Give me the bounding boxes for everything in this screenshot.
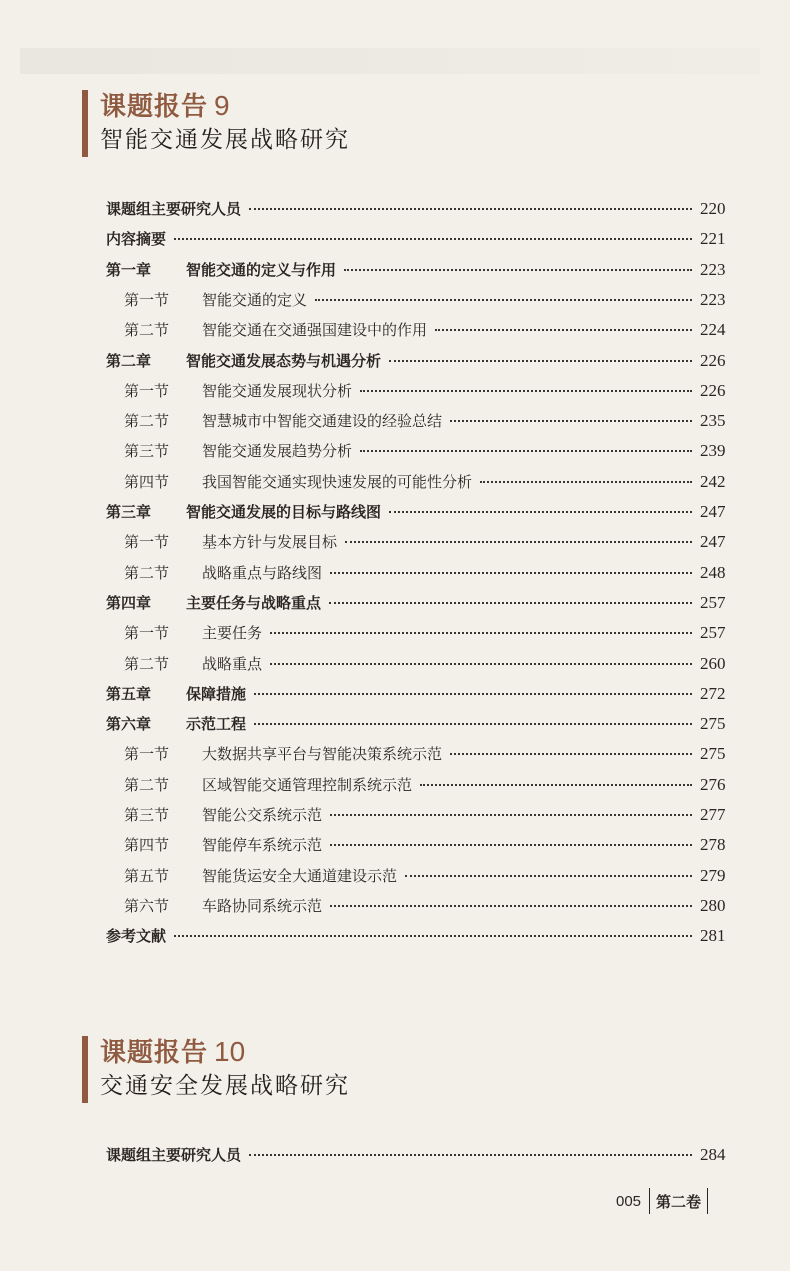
chapter-title: 参考文献 (106, 927, 167, 946)
section-title: 大数据共享平台与智能决策系统示范 (202, 745, 443, 764)
toc-entry[interactable] (0, 592, 790, 622)
chapter-title: 课题组主要研究人员 (106, 1146, 242, 1164)
report-9-label: 课题报告 (100, 92, 209, 122)
toc-entry-label (124, 743, 442, 764)
section-title: 智能货运安全大通道建设示范 (202, 866, 398, 885)
toc-page-number: 248 (700, 562, 726, 582)
toc-entry-label (124, 895, 322, 916)
dot-leader (450, 420, 692, 422)
report-9-title: 智能交通发展战略研究 (100, 127, 350, 153)
toc-entry[interactable] (0, 501, 790, 531)
toc-page-number: 260 (700, 653, 726, 673)
toc-entry-label (106, 501, 381, 522)
chapter-title: 示范工程 (186, 715, 247, 734)
chapter-title: 内容摘要 (106, 230, 167, 249)
toc-entry-label (124, 319, 427, 340)
section-number: 第三节 (124, 442, 170, 461)
chapter-number: 第五章 (106, 684, 152, 703)
toc-page-number: 247 (700, 532, 726, 552)
toc-entry-label (106, 259, 336, 280)
dot-leader (249, 208, 692, 210)
toc-page-number: 280 (700, 895, 726, 915)
toc-page-number: 278 (700, 835, 726, 855)
footer-divider (649, 1188, 650, 1214)
toc-entry[interactable] (0, 350, 790, 380)
dot-leader (480, 481, 692, 483)
chapter-title: 主要任务与战略重点 (186, 593, 322, 612)
dot-leader (174, 238, 692, 240)
toc-page-number: 284 (700, 1145, 726, 1164)
dot-leader (330, 572, 692, 574)
toc-entry-label (124, 440, 352, 461)
section-number: 第二节 (124, 321, 170, 340)
toc-entry[interactable] (0, 683, 790, 713)
section-number: 第二节 (124, 412, 170, 431)
toc-page-number: 277 (700, 805, 726, 824)
dot-leader (405, 875, 692, 877)
dot-leader (345, 541, 692, 543)
toc-entry[interactable] (0, 471, 790, 501)
dot-leader (254, 693, 692, 695)
dot-leader (420, 784, 692, 786)
toc-entry[interactable] (0, 319, 790, 349)
section-number: 第二节 (124, 775, 170, 794)
toc-page-number: 226 (700, 380, 726, 400)
toc-entry-label (106, 592, 321, 613)
bleed-through-band (20, 48, 760, 74)
toc-entry[interactable] (0, 228, 790, 258)
toc-entry-label (124, 834, 322, 855)
toc-entry-label (106, 1144, 241, 1165)
section-title: 战略重点与路线图 (202, 563, 323, 582)
section-title: 智能交通发展趋势分析 (202, 442, 353, 461)
toc-page-number: 276 (700, 774, 726, 794)
page-footer (616, 1186, 708, 1216)
toc-page-number: 235 (700, 411, 726, 431)
toc-page-number: 224 (700, 320, 726, 340)
toc-entry[interactable] (0, 622, 790, 652)
section-number: 第一节 (124, 624, 170, 643)
toc-entry[interactable] (0, 895, 790, 925)
toc-page-number: 221 (700, 229, 726, 249)
toc-page-number: 257 (700, 592, 726, 612)
toc-entry-label (124, 471, 472, 492)
toc-entry[interactable] (0, 834, 790, 864)
dot-leader (270, 632, 692, 634)
toc-entry[interactable] (0, 289, 790, 319)
section-title: 智能公交系统示范 (202, 806, 323, 824)
toc-entry-label (124, 380, 352, 401)
toc-page-number: 257 (700, 623, 726, 643)
chapter-number: 第二章 (106, 351, 152, 370)
dot-leader (249, 1154, 692, 1156)
toc-entry-label (124, 410, 442, 431)
section-number: 第六节 (124, 896, 170, 915)
toc-entry[interactable] (0, 410, 790, 440)
chapter-number: 第一章 (106, 260, 152, 279)
toc-entry[interactable] (0, 198, 790, 228)
toc-entry-label (106, 350, 381, 371)
toc-entry[interactable] (0, 531, 790, 561)
section-number: 第三节 (124, 806, 170, 824)
report-10-title: 交通安全发展战略研究 (100, 1073, 350, 1099)
toc-entry-label (106, 683, 246, 704)
chapter-number: 第三章 (106, 503, 152, 521)
section-title: 智能交通的定义 (202, 290, 308, 309)
toc-entry-label (106, 198, 241, 219)
toc-entry-label (124, 774, 412, 795)
toc-entry[interactable] (0, 440, 790, 470)
toc-page-number: 223 (700, 259, 726, 279)
toc-entry[interactable] (0, 774, 790, 804)
dot-leader (389, 511, 692, 513)
toc-page-number: 247 (700, 502, 726, 521)
dot-leader (315, 299, 692, 301)
dot-leader (389, 360, 692, 362)
chapter-number: 第四章 (106, 593, 152, 612)
chapter-title: 保障措施 (186, 684, 247, 703)
toc-entry[interactable] (0, 653, 790, 683)
dot-leader (254, 723, 692, 725)
dot-leader (344, 269, 692, 271)
toc-page-number: 281 (700, 926, 726, 946)
report-9-label-line (100, 90, 350, 123)
toc-entry[interactable] (0, 713, 790, 743)
toc-page-number: 279 (700, 865, 726, 885)
dot-leader (330, 814, 692, 816)
toc-page-number: 275 (700, 714, 726, 734)
toc-entry-label (124, 804, 322, 825)
toc-entry[interactable] (0, 1144, 790, 1174)
section-number: 第一节 (124, 533, 170, 552)
section-number: 第二节 (124, 654, 170, 673)
section-number: 第一节 (124, 745, 170, 764)
section-number: 第一节 (124, 290, 170, 309)
section-number: 第四节 (124, 472, 170, 491)
dot-leader (270, 663, 692, 665)
dot-leader (360, 450, 692, 452)
toc-entry-label (106, 925, 166, 946)
toc-entry[interactable] (0, 865, 790, 895)
toc-entry-label (124, 562, 322, 583)
section-number: 第一节 (124, 381, 170, 400)
section-title: 智能停车系统示范 (202, 836, 323, 855)
dot-leader (329, 602, 692, 604)
dot-leader (450, 753, 692, 755)
section-title: 战略重点 (202, 654, 263, 673)
section-number: 第五节 (124, 866, 170, 885)
toc-entry-label (106, 228, 166, 249)
report-10-label-line (100, 1036, 350, 1069)
dot-leader (360, 390, 692, 392)
toc-page-number: 242 (700, 471, 726, 491)
dot-leader (330, 844, 692, 846)
toc-entry[interactable] (0, 380, 790, 410)
toc-entry[interactable] (0, 743, 790, 773)
dot-leader (174, 935, 692, 937)
toc-entry[interactable] (0, 562, 790, 592)
section-number: 第四节 (124, 836, 170, 855)
toc-entry-label (124, 865, 397, 886)
report-10-number: 10 (214, 1036, 246, 1067)
toc-page-number: 272 (700, 683, 726, 703)
dot-leader (330, 905, 692, 907)
report-9-header (82, 90, 350, 157)
report-10-label: 课题报告 (100, 1038, 209, 1068)
section-number: 第二节 (124, 563, 170, 582)
toc-entry[interactable] (0, 804, 790, 834)
chapter-title: 智能交通发展的目标与路线图 (186, 503, 382, 521)
chapter-number: 第六章 (106, 715, 152, 734)
chapter-title: 课题组主要研究人员 (106, 200, 242, 218)
toc-entry[interactable] (0, 259, 790, 289)
chapter-title: 智能交通的定义与作用 (186, 260, 337, 279)
toc-page-number: 226 (700, 350, 726, 370)
toc-page-number: 220 (700, 199, 726, 218)
section-title: 智能交通发展现状分析 (202, 381, 353, 400)
dot-leader (435, 329, 692, 331)
toc-entry[interactable] (0, 925, 790, 955)
toc-page-number: 223 (700, 289, 726, 309)
chapter-title: 智能交通发展态势与机遇分析 (186, 351, 382, 370)
toc-entry-label (124, 289, 307, 310)
report-10-header (82, 1036, 350, 1103)
section-title: 我国智能交通实现快速发展的可能性分析 (202, 472, 473, 491)
section-title: 主要任务 (202, 624, 263, 643)
toc-entry-label (124, 531, 337, 552)
section-title: 车路协同系统示范 (202, 896, 323, 915)
footer-page-number: 005 (616, 1192, 642, 1210)
section-title: 智慧城市中智能交通建设的经验总结 (202, 412, 443, 431)
footer-divider-right (707, 1188, 708, 1214)
toc-entry-label (106, 713, 246, 734)
section-title: 智能交通在交通强国建设中的作用 (202, 321, 428, 340)
section-title: 区域智能交通管理控制系统示范 (202, 775, 413, 794)
toc-page-number: 239 (700, 441, 726, 461)
toc-entry-label (124, 653, 262, 674)
footer-volume: 第二卷 (656, 1192, 702, 1211)
report-9-number: 9 (214, 90, 230, 121)
toc-page-number: 275 (700, 744, 726, 764)
toc-entry-label (124, 622, 262, 643)
section-title: 基本方针与发展目标 (202, 533, 338, 552)
